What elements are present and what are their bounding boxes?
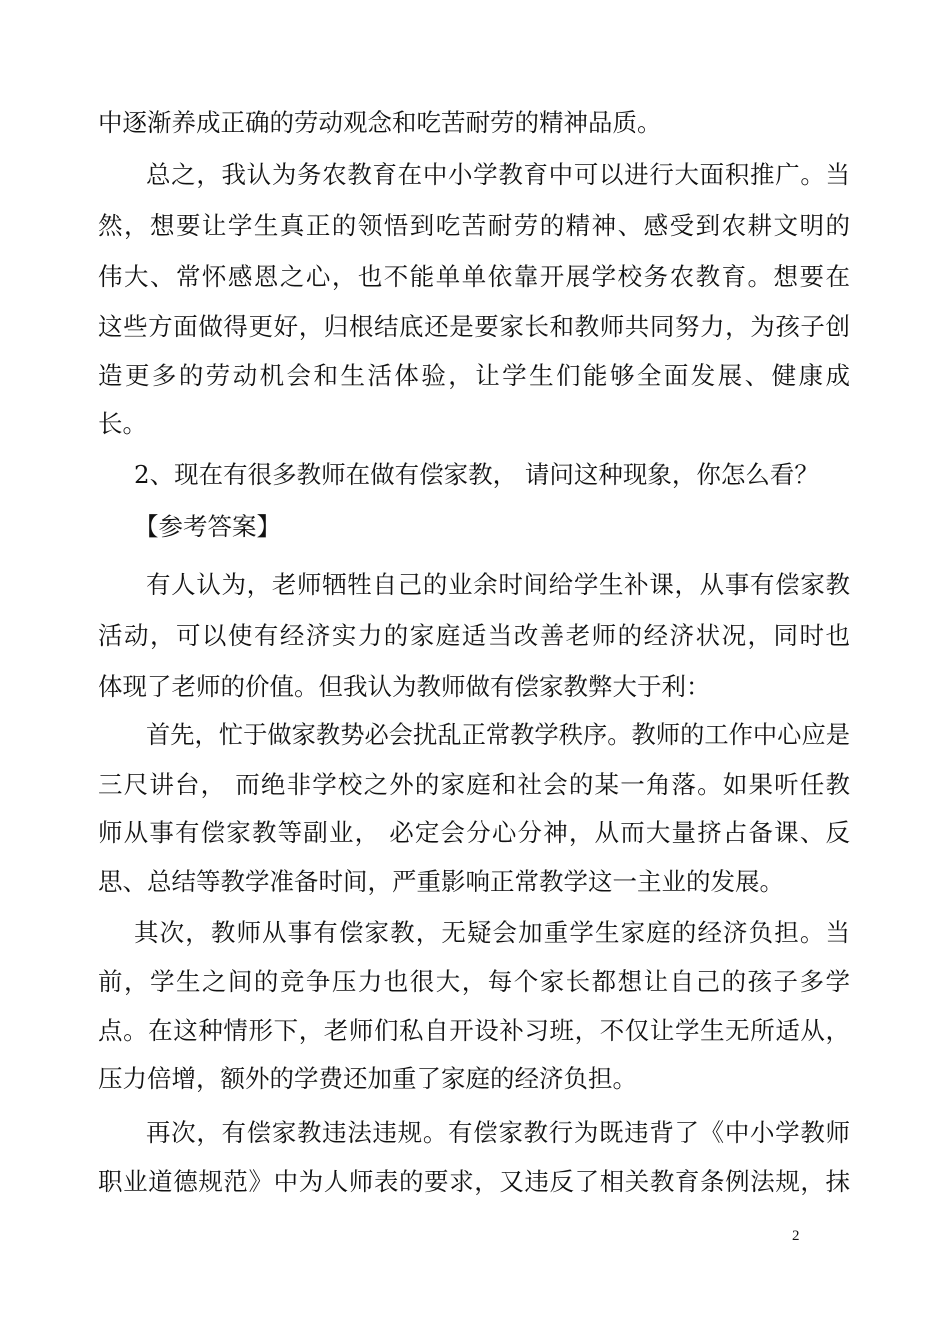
text-line: 压力倍增，额外的学费还加重了家庭的经济负担。 (98, 1064, 637, 1093)
text-line: 造更多的劳动机会和生活体验，让学生们能够全面发展、健康成 (98, 361, 850, 390)
text-line: 前，学生之间的竞争压力也很大，每个家长都想让自己的孩子多学 (98, 967, 850, 996)
text-line: 再次，有偿家教违法违规。有偿家教行为既违背了《中小学教师 (146, 1118, 850, 1147)
question-heading: 2、现在有很多教师在做有偿家教， 请问这种现象，你怎么看？ (134, 460, 819, 489)
text-line: 活动，可以使有经济实力的家庭适当改善老师的经济状况，同时也 (98, 621, 850, 650)
text-line: 职业道德规范》中为人师表的要求，又违反了相关教育条例法规，抹 (98, 1167, 850, 1196)
text-line: 这些方面做得更好，归根结底还是要家长和教师共同努力，为孩子创 (98, 312, 850, 341)
text-line: 有人认为，老师牺牲自己的业余时间给学生补课，从事有偿家教 (146, 570, 850, 599)
text-line: 首先，忙于做家教势必会扰乱正常教学秩序。教师的工作中心应是 (146, 720, 850, 749)
reference-answer-label: 【参考答案】 (134, 512, 281, 541)
text-line: 其次，教师从事有偿家教，无疑会加重学生家庭的经济负担。当 (134, 918, 850, 947)
text-line: 体现了老师的价值。但我认为教师做有偿家教弊大于利： (98, 672, 711, 701)
text-line: 思、总结等教学准备时间，严重影响正常教学这一主业的发展。 (98, 867, 784, 896)
page-number: 2 (792, 1228, 800, 1244)
text-line: 伟大、常怀感恩之心，也不能单单依靠开展学校务农教育。想要在 (98, 262, 850, 291)
text-line: 长。 (98, 409, 147, 438)
text-line: 师从事有偿家教等副业， 必定会分心分神，从而大量挤占备课、反 (98, 818, 850, 847)
text-line: 总之，我认为务农教育在中小学教育中可以进行大面积推广。当 (146, 160, 850, 189)
text-line: 中逐渐养成正确的劳动观念和吃苦耐劳的精神品质。 (98, 108, 662, 137)
text-line: 点。在这种情形下，老师们私自开设补习班，不仅让学生无所适从， (98, 1016, 850, 1045)
text-line: 然，想要让学生真正的领悟到吃苦耐劳的精神、感受到农耕文明的 (98, 211, 850, 240)
text-line: 三尺讲台， 而绝非学校之外的家庭和社会的某一角落。如果听任教 (98, 770, 850, 799)
